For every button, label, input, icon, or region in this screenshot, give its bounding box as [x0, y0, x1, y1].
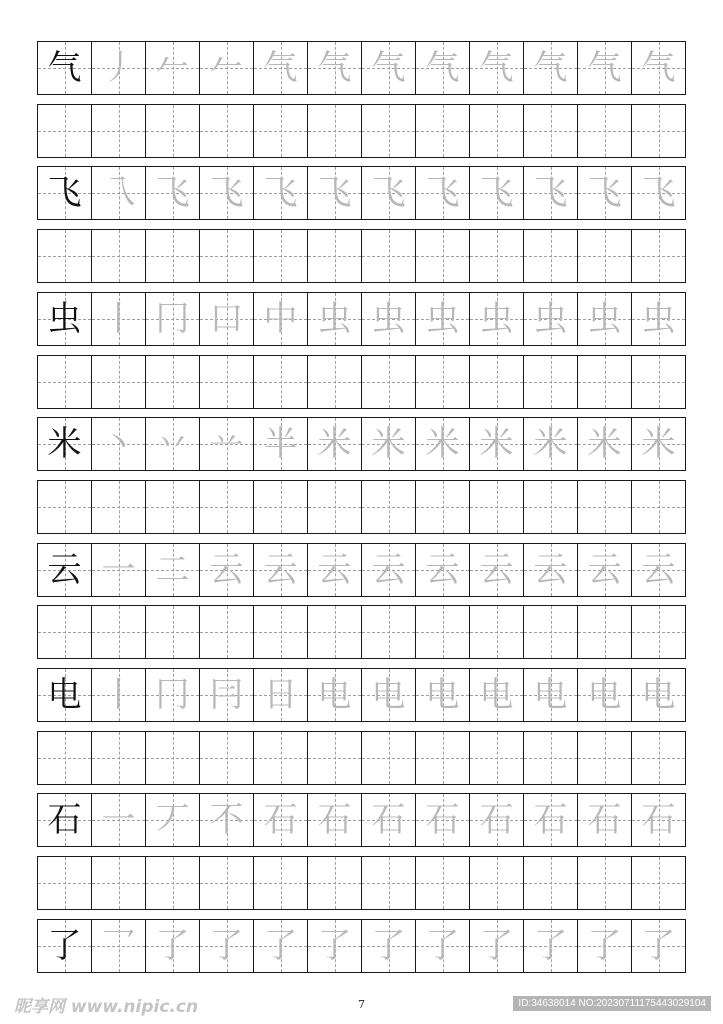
trace-cell	[632, 794, 685, 846]
writing-cell[interactable]	[632, 606, 685, 658]
trace-character: 了	[209, 925, 244, 966]
writing-cell[interactable]	[254, 606, 308, 658]
trace-character: 云	[263, 549, 298, 590]
trace-character: 米	[533, 424, 568, 465]
trace-character: 虫	[587, 298, 622, 339]
writing-cell[interactable]	[416, 481, 470, 533]
trace-cell	[308, 544, 362, 596]
writing-cell[interactable]	[524, 481, 578, 533]
blank-practice-row	[37, 856, 686, 910]
writing-cell[interactable]	[578, 356, 632, 408]
writing-cell[interactable]	[200, 606, 254, 658]
trace-character: 丨	[101, 675, 136, 715]
trace-cell	[308, 669, 362, 721]
writing-cell[interactable]	[362, 732, 416, 784]
trace-character: 米	[425, 424, 460, 465]
trace-cell	[578, 669, 632, 721]
trace-cell	[146, 42, 200, 94]
writing-cell[interactable]	[416, 857, 470, 909]
trace-character: 飞	[209, 173, 244, 214]
trace-cell	[308, 794, 362, 846]
trace-character: 石	[263, 800, 298, 841]
trace-character: 䒑	[209, 424, 244, 465]
trace-character: 气	[317, 48, 352, 88]
writing-cell[interactable]	[578, 105, 632, 157]
trace-character: 中	[263, 298, 298, 339]
trace-character: 石	[479, 800, 514, 841]
writing-cell[interactable]	[362, 356, 416, 408]
writing-cell[interactable]	[146, 857, 200, 909]
writing-cell[interactable]	[146, 732, 200, 784]
trace-cell	[416, 418, 470, 470]
trace-character: 虫	[641, 298, 676, 339]
trace-cell	[416, 544, 470, 596]
trace-character: 丨	[101, 298, 136, 339]
writing-cell[interactable]	[416, 606, 470, 658]
trace-cell	[146, 920, 200, 972]
trace-character: 虫	[371, 298, 406, 339]
model-character: 飞	[47, 173, 82, 214]
trace-cell	[92, 794, 146, 846]
trace-character: 日	[263, 675, 298, 715]
trace-cell	[578, 293, 632, 345]
writing-cell[interactable]	[146, 105, 200, 157]
trace-character: 气	[641, 48, 676, 88]
trace-character: 飞	[425, 173, 460, 214]
trace-cell	[524, 418, 578, 470]
trace-character: 飞	[587, 173, 622, 214]
trace-cell	[578, 167, 632, 219]
trace-cell	[524, 544, 578, 596]
trace-cell	[362, 42, 416, 94]
trace-character: 了	[155, 925, 190, 966]
trace-character: 电	[317, 675, 352, 715]
trace-character: 丆	[155, 800, 190, 841]
trace-character: 了	[641, 925, 676, 966]
model-row	[37, 668, 686, 722]
trace-cell	[416, 920, 470, 972]
trace-cell	[362, 669, 416, 721]
trace-character: 电	[479, 675, 514, 715]
trace-cell	[578, 544, 632, 596]
trace-character: 口	[209, 298, 244, 339]
trace-cell	[362, 167, 416, 219]
trace-cell	[578, 42, 632, 94]
model-character: 了	[47, 925, 82, 966]
trace-cell	[200, 669, 254, 721]
trace-character: 云	[371, 549, 406, 590]
writing-cell[interactable]	[308, 230, 362, 282]
trace-cell	[146, 167, 200, 219]
trace-character: 𠂉	[155, 48, 190, 88]
writing-cell[interactable]	[254, 481, 308, 533]
trace-cell	[92, 418, 146, 470]
trace-cell	[362, 794, 416, 846]
writing-cell[interactable]	[200, 732, 254, 784]
writing-cell[interactable]	[254, 732, 308, 784]
writing-cell[interactable]	[308, 481, 362, 533]
writing-cell[interactable]	[200, 481, 254, 533]
blank-practice-row	[37, 605, 686, 659]
trace-cell	[362, 418, 416, 470]
trace-character: 石	[641, 800, 676, 841]
trace-cell	[632, 418, 685, 470]
writing-cell[interactable]	[146, 606, 200, 658]
writing-cell[interactable]	[146, 356, 200, 408]
trace-character: 米	[317, 424, 352, 465]
blank-practice-row	[37, 229, 686, 283]
trace-character: 冂	[155, 675, 190, 715]
writing-cell[interactable]	[524, 356, 578, 408]
trace-character: 不	[209, 800, 244, 841]
trace-character: 虫	[479, 298, 514, 339]
trace-character: 半	[263, 424, 298, 465]
writing-cell[interactable]	[470, 606, 524, 658]
writing-cell[interactable]	[470, 732, 524, 784]
trace-cell	[308, 293, 362, 345]
trace-cell	[92, 544, 146, 596]
trace-cell	[92, 669, 146, 721]
trace-character: 气	[533, 48, 568, 88]
model-row	[37, 166, 686, 220]
trace-cell	[416, 167, 470, 219]
trace-cell	[254, 167, 308, 219]
trace-character: 一	[101, 800, 136, 841]
watermark-id: ID:34638014 NO:20230711175443029104	[513, 996, 711, 1011]
trace-character: 二	[155, 549, 190, 590]
trace-cell	[254, 544, 308, 596]
trace-cell	[200, 42, 254, 94]
writing-cell[interactable]	[308, 356, 362, 408]
trace-cell	[524, 167, 578, 219]
trace-character: 石	[317, 800, 352, 841]
trace-cell	[254, 794, 308, 846]
trace-character: 石	[587, 800, 622, 841]
trace-character: 云	[479, 549, 514, 590]
model-cell	[38, 42, 92, 94]
trace-cell	[362, 293, 416, 345]
blank-practice-row	[37, 480, 686, 534]
writing-cell[interactable]	[578, 606, 632, 658]
trace-cell	[470, 293, 524, 345]
model-cell	[38, 669, 92, 721]
writing-cell[interactable]	[254, 857, 308, 909]
model-row	[37, 417, 686, 471]
writing-cell[interactable]	[254, 105, 308, 157]
model-cell	[38, 794, 92, 846]
trace-character: 飞	[641, 173, 676, 214]
writing-cell[interactable]	[632, 230, 685, 282]
writing-cell[interactable]	[92, 732, 146, 784]
trace-cell	[200, 167, 254, 219]
model-character: 石	[47, 800, 82, 841]
trace-character: 𠂉	[209, 48, 244, 88]
trace-character: 飞	[317, 173, 352, 214]
trace-cell	[308, 167, 362, 219]
trace-character: 云	[209, 549, 244, 590]
trace-character: 气	[479, 48, 514, 88]
trace-character: 丶	[101, 424, 136, 465]
writing-cell[interactable]	[38, 606, 92, 658]
trace-cell	[470, 794, 524, 846]
writing-cell[interactable]	[38, 732, 92, 784]
trace-character: 虫	[317, 298, 352, 339]
model-cell	[38, 920, 92, 972]
writing-cell[interactable]	[308, 732, 362, 784]
trace-character: 乛	[101, 925, 136, 966]
writing-cell[interactable]	[416, 356, 470, 408]
model-row	[37, 41, 686, 95]
trace-cell	[578, 418, 632, 470]
trace-character: 丿	[101, 48, 136, 88]
writing-cell[interactable]	[92, 857, 146, 909]
trace-cell	[92, 167, 146, 219]
writing-cell[interactable]	[416, 230, 470, 282]
trace-character: 气	[263, 48, 298, 88]
writing-cell[interactable]	[92, 481, 146, 533]
trace-cell	[200, 544, 254, 596]
trace-cell	[254, 669, 308, 721]
writing-cell[interactable]	[200, 230, 254, 282]
writing-cell[interactable]	[146, 230, 200, 282]
trace-character: 米	[587, 424, 622, 465]
model-cell	[38, 167, 92, 219]
trace-character: 气	[425, 48, 460, 88]
trace-cell	[92, 42, 146, 94]
writing-cell[interactable]	[200, 857, 254, 909]
trace-character: 了	[479, 925, 514, 966]
trace-character: 石	[371, 800, 406, 841]
trace-character: 虫	[425, 298, 460, 339]
writing-cell[interactable]	[362, 606, 416, 658]
trace-cell	[578, 794, 632, 846]
trace-character: 飞	[479, 173, 514, 214]
trace-cell	[146, 669, 200, 721]
writing-cell[interactable]	[632, 481, 685, 533]
writing-cell[interactable]	[578, 481, 632, 533]
writing-cell[interactable]	[524, 857, 578, 909]
trace-cell	[470, 42, 524, 94]
trace-cell	[254, 293, 308, 345]
writing-cell[interactable]	[308, 857, 362, 909]
trace-character: 电	[641, 675, 676, 715]
model-character: 云	[47, 549, 82, 590]
writing-cell[interactable]	[524, 606, 578, 658]
trace-cell	[362, 920, 416, 972]
trace-cell	[416, 293, 470, 345]
trace-character: 了	[425, 925, 460, 966]
trace-cell	[200, 794, 254, 846]
watermark-logo: 昵享网 www.nipic.cn	[14, 997, 199, 1017]
trace-cell	[578, 920, 632, 972]
writing-cell[interactable]	[362, 481, 416, 533]
model-character: 虫	[47, 298, 82, 339]
trace-cell	[254, 418, 308, 470]
trace-cell	[416, 794, 470, 846]
trace-cell	[416, 42, 470, 94]
trace-character: 冂	[155, 298, 190, 339]
trace-cell	[470, 669, 524, 721]
trace-character: 一	[101, 549, 136, 590]
trace-cell	[254, 920, 308, 972]
model-character: 气	[47, 48, 82, 88]
model-cell	[38, 418, 92, 470]
trace-cell	[470, 167, 524, 219]
trace-cell	[632, 544, 685, 596]
writing-cell[interactable]	[524, 105, 578, 157]
trace-cell	[146, 418, 200, 470]
writing-cell[interactable]	[92, 356, 146, 408]
writing-cell[interactable]	[524, 230, 578, 282]
writing-cell[interactable]	[38, 481, 92, 533]
trace-cell	[632, 42, 685, 94]
trace-cell	[92, 293, 146, 345]
writing-cell[interactable]	[470, 481, 524, 533]
writing-cell[interactable]	[470, 857, 524, 909]
model-character: 电	[47, 675, 82, 715]
trace-cell	[308, 418, 362, 470]
trace-character: 云	[641, 549, 676, 590]
trace-cell	[524, 669, 578, 721]
blank-practice-row	[37, 355, 686, 409]
model-character: 米	[47, 424, 82, 465]
writing-cell[interactable]	[578, 732, 632, 784]
writing-cell[interactable]	[416, 105, 470, 157]
trace-character: 米	[641, 424, 676, 465]
writing-cell[interactable]	[92, 230, 146, 282]
trace-character: 了	[317, 925, 352, 966]
trace-cell	[146, 794, 200, 846]
trace-character: 电	[587, 675, 622, 715]
trace-cell	[308, 42, 362, 94]
trace-cell	[308, 920, 362, 972]
trace-cell	[524, 920, 578, 972]
writing-cell[interactable]	[470, 105, 524, 157]
trace-character: 飞	[155, 173, 190, 214]
trace-cell	[470, 418, 524, 470]
trace-character: 了	[371, 925, 406, 966]
writing-cell[interactable]	[470, 356, 524, 408]
trace-character: 飞	[533, 173, 568, 214]
trace-cell	[92, 920, 146, 972]
trace-cell	[470, 544, 524, 596]
trace-cell	[200, 293, 254, 345]
trace-cell	[524, 42, 578, 94]
trace-character: 云	[587, 549, 622, 590]
trace-character: 石	[533, 800, 568, 841]
writing-cell[interactable]	[362, 105, 416, 157]
trace-cell	[200, 920, 254, 972]
trace-character: 丷	[155, 424, 190, 465]
trace-character: 电	[371, 675, 406, 715]
blank-practice-row	[37, 104, 686, 158]
writing-cell[interactable]	[632, 356, 685, 408]
trace-character: 了	[587, 925, 622, 966]
trace-cell	[254, 42, 308, 94]
trace-character: 了	[533, 925, 568, 966]
trace-cell	[416, 669, 470, 721]
writing-cell[interactable]	[92, 606, 146, 658]
trace-cell	[362, 544, 416, 596]
trace-cell	[632, 669, 685, 721]
trace-character: 气	[587, 48, 622, 88]
writing-cell[interactable]	[470, 230, 524, 282]
writing-cell[interactable]	[38, 857, 92, 909]
model-cell	[38, 293, 92, 345]
model-row	[37, 919, 686, 973]
trace-character: 冃	[209, 675, 244, 715]
trace-character: 乁	[101, 173, 136, 214]
writing-cell[interactable]	[308, 606, 362, 658]
trace-character: 飞	[371, 173, 406, 214]
writing-cell[interactable]	[632, 105, 685, 157]
trace-cell	[632, 920, 685, 972]
trace-cell	[632, 293, 685, 345]
model-row	[37, 292, 686, 346]
trace-cell	[200, 418, 254, 470]
writing-cell[interactable]	[38, 356, 92, 408]
writing-cell[interactable]	[200, 356, 254, 408]
writing-cell[interactable]	[416, 732, 470, 784]
trace-character: 虫	[533, 298, 568, 339]
writing-cell[interactable]	[200, 105, 254, 157]
trace-character: 石	[425, 800, 460, 841]
trace-cell	[470, 920, 524, 972]
writing-cell[interactable]	[524, 732, 578, 784]
writing-cell[interactable]	[362, 857, 416, 909]
trace-character: 电	[533, 675, 568, 715]
writing-cell[interactable]	[146, 481, 200, 533]
trace-character: 了	[263, 925, 298, 966]
writing-cell[interactable]	[632, 732, 685, 784]
trace-cell	[146, 293, 200, 345]
page-number: 7	[358, 998, 365, 1011]
writing-cell[interactable]	[254, 230, 308, 282]
trace-character: 电	[425, 675, 460, 715]
writing-cell[interactable]	[308, 105, 362, 157]
model-cell	[38, 544, 92, 596]
trace-character: 云	[533, 549, 568, 590]
trace-character: 云	[425, 549, 460, 590]
writing-cell[interactable]	[38, 105, 92, 157]
trace-cell	[524, 293, 578, 345]
trace-character: 气	[371, 48, 406, 88]
trace-cell	[632, 167, 685, 219]
trace-character: 米	[371, 424, 406, 465]
writing-cell[interactable]	[38, 230, 92, 282]
blank-practice-row	[37, 731, 686, 785]
trace-cell	[524, 794, 578, 846]
writing-cell[interactable]	[362, 230, 416, 282]
trace-cell	[146, 544, 200, 596]
trace-character: 云	[317, 549, 352, 590]
writing-cell[interactable]	[632, 857, 685, 909]
trace-character: 飞	[263, 173, 298, 214]
trace-character: 米	[479, 424, 514, 465]
model-row	[37, 793, 686, 847]
writing-cell[interactable]	[92, 105, 146, 157]
model-row	[37, 543, 686, 597]
writing-cell[interactable]	[578, 230, 632, 282]
writing-cell[interactable]	[578, 857, 632, 909]
writing-cell[interactable]	[254, 356, 308, 408]
